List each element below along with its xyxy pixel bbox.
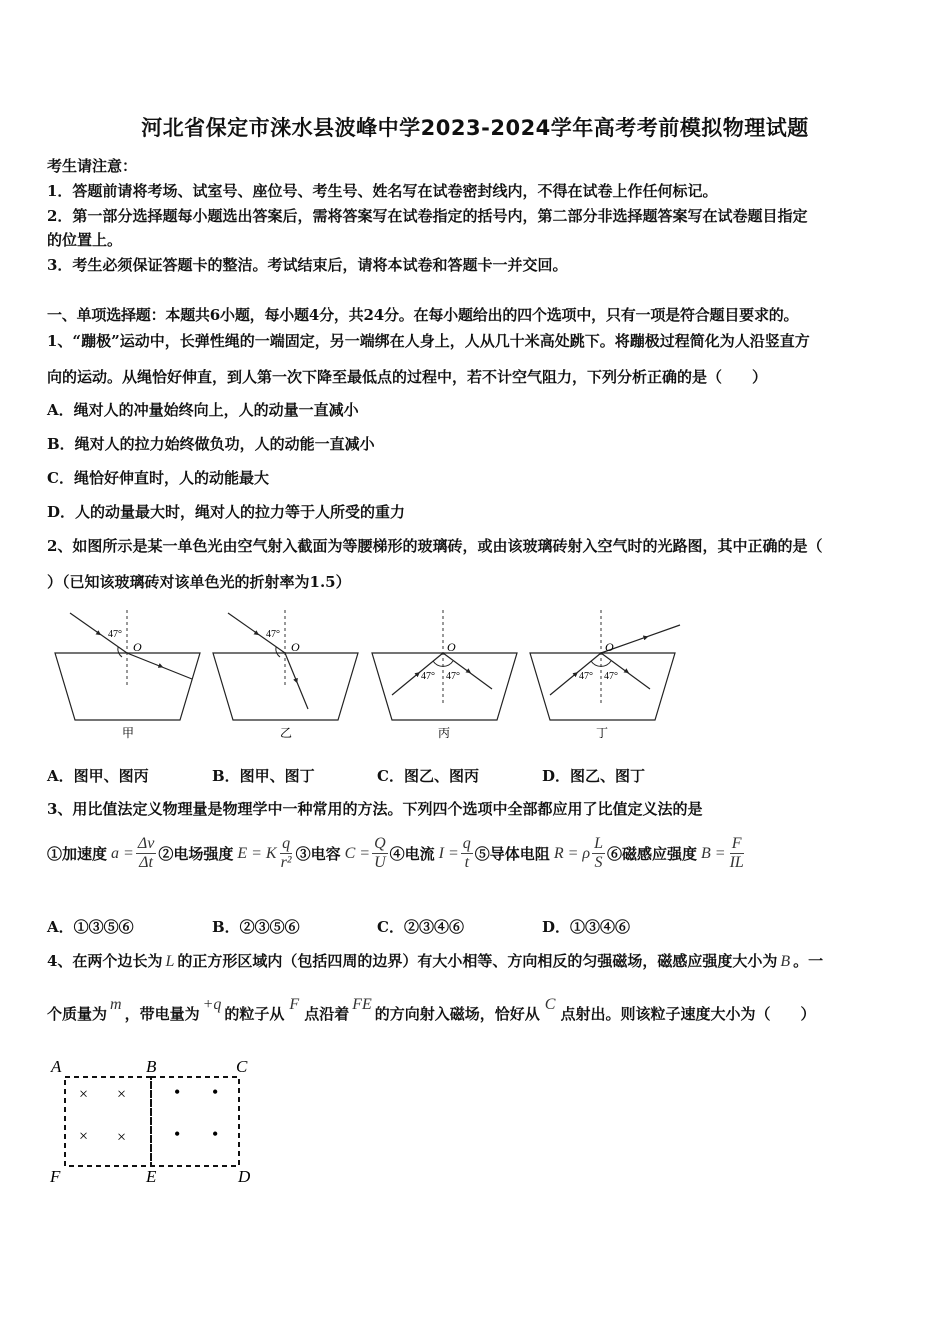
q1-stem: 向的运动。从绳恰好伸直，到人第一次下降至最低点的过程中，若不计空气阻力，下列分析正确的是（ ）: [47, 368, 768, 386]
vertex-b: B: [146, 1057, 157, 1076]
notice-item: 2．第一部分选择题每小题选出答案后，需将答案写在试卷指定的括号内，第二部分非选择题答案写在试卷题目指定: [47, 207, 808, 225]
field-into-icon: ×: [79, 1128, 89, 1145]
q2-option-a: A．图甲、图丙: [47, 767, 149, 785]
field-out-icon: •: [212, 1124, 219, 1144]
page-title: 河北省保定市涞水县波峰中学2023-2024学年高考考前模拟物理试题: [141, 116, 809, 140]
field-into-icon: ×: [117, 1129, 127, 1146]
fraction-numerator: q: [462, 835, 471, 852]
vertex-a: A: [51, 1057, 62, 1076]
symbol-m: m: [110, 996, 122, 1013]
vertex-f: F: [50, 1167, 61, 1186]
point-o-label: O: [447, 640, 456, 654]
field-out-icon: •: [174, 1082, 181, 1102]
q4-text: 。一: [793, 952, 824, 970]
q1-option-d: D．人的动量最大时，绳对人的拉力等于人所受的重力: [47, 503, 406, 521]
symbol-l: L: [165, 953, 175, 970]
symbol-f: F: [289, 996, 300, 1013]
q3-stem: 3、用比值法定义物理量是物理学中一种常用的方法。下列四个选项中全部都应用了比值定义法的是: [47, 800, 703, 818]
fraction-numerator: Q: [374, 835, 386, 852]
formula-lhs: E = K: [237, 844, 277, 862]
figure-label: 乙: [280, 726, 293, 740]
point-o-label: O: [291, 640, 300, 654]
formula-lhs: I =: [438, 844, 459, 862]
formula-fraction: [136, 835, 157, 872]
angle-label: 47°: [579, 671, 593, 682]
notice-item: 的位置上。: [47, 231, 123, 249]
figure-label: 甲: [122, 726, 135, 740]
fraction-numerator: Δv: [137, 835, 155, 852]
field-out-icon: •: [174, 1124, 181, 1144]
vertex-c: C: [236, 1057, 248, 1076]
angle-label: 47°: [108, 629, 122, 640]
q2-option-b: B．图甲、图丁: [212, 767, 315, 785]
figure-jia: [55, 610, 200, 740]
q1-option-a: A．绳对人的冲量始终向上，人的动量一直减小: [47, 401, 359, 419]
symbol-q: +q: [202, 996, 222, 1013]
q2-figures: [50, 605, 690, 745]
q1-stem: 1、“蹦极”运动中，长弹性绳的一端固定，另一端绑在人身上，人从几十米高处跳下。将蹦极过程简化为人沿竖直方: [47, 332, 810, 350]
figure-ding: [530, 610, 680, 740]
field-into-icon: ×: [117, 1086, 127, 1103]
fraction-numerator: q: [282, 835, 291, 852]
q4-text: 的方向射入磁场，恰好从: [374, 1005, 540, 1023]
q3-option-b: B．②③⑤⑥: [212, 918, 300, 936]
q3-item-label: ②电场强度: [158, 845, 234, 863]
vertex-d: D: [238, 1167, 251, 1186]
q4-stem-line2: [47, 996, 816, 1024]
field-out-icon: •: [212, 1082, 219, 1102]
q4-text: 的粒子从: [224, 1005, 285, 1023]
formula-lhs: C =: [344, 844, 371, 862]
vertex-e: E: [146, 1167, 157, 1186]
q3-item-label: ①加速度: [47, 845, 108, 863]
q3-formulas: [47, 835, 748, 872]
symbol-fe: FE: [352, 996, 372, 1013]
q3-option-c: C．②③④⑥: [377, 918, 464, 936]
point-o-label: O: [133, 640, 142, 654]
q3-item-label: ③电容: [295, 845, 341, 863]
formula-lhs: a =: [111, 844, 134, 862]
angle-label: 47°: [421, 671, 435, 682]
notice-heading: 考生请注意：: [47, 157, 138, 175]
q4-figure: [45, 1052, 265, 1192]
q4-stem-line1: [47, 950, 823, 971]
fraction-denominator: S: [594, 854, 603, 871]
q2-stem: ）（已知该玻璃砖对该单色光的折射率为1.5）: [47, 573, 351, 591]
q4-text: 点射出。则该粒子速度大小为（ ）: [560, 1005, 816, 1023]
q3-item-label: ⑤导体电阻: [474, 845, 550, 863]
angle-label: 47°: [604, 671, 618, 682]
q4-text: ，带电量为: [124, 1005, 200, 1023]
fraction-denominator: r²: [280, 854, 292, 871]
formula-fraction: [728, 835, 746, 872]
q4-text: 4、在两个边长为: [47, 952, 163, 970]
notice-item: 1．答题前请将考场、试室号、座位号、考生号、姓名写在试卷密封线内，不得在试卷上作任何标记。: [47, 182, 718, 200]
figure-bing: [372, 610, 517, 740]
fraction-denominator: U: [374, 854, 386, 871]
formula-lhs: B =: [700, 844, 726, 862]
fraction-denominator: IL: [729, 854, 744, 871]
fraction-denominator: Δt: [139, 854, 153, 871]
fraction-denominator: t: [464, 854, 470, 871]
q4-text: 个质量为: [47, 1005, 108, 1023]
q4-text: 的正方形区域内（包括四周的边界）有大小相等、方向相反的匀强磁场，磁感应强度大小为: [177, 952, 778, 970]
formula-fraction: [461, 835, 473, 872]
symbol-c: C: [544, 996, 556, 1013]
figure-label: 丁: [596, 726, 609, 740]
q1-option-b: B．绳对人的拉力始终做负功，人的动能一直减小: [47, 435, 375, 453]
formula-fraction: [279, 835, 294, 872]
q2-stem: 2、如图所示是某一单色光由空气射入截面为等腰梯形的玻璃砖，或由该玻璃砖射入空气时的光路图，其中正确的是（: [47, 537, 823, 555]
q4-text: 点沿着: [304, 1005, 350, 1023]
fraction-numerator: F: [731, 835, 742, 852]
figure-yi: [213, 610, 358, 740]
q2-option-c: C．图乙、图丙: [377, 767, 479, 785]
section-heading: 一、单项选择题：本题共6小题，每小题4分，共24分。在每小题给出的四个选项中，只有一项是符合题目要求的。: [47, 306, 799, 324]
q3-item-label: ④电流: [389, 845, 435, 863]
symbol-b: B: [780, 953, 791, 970]
q3-option-d: D．①③④⑥: [542, 918, 631, 936]
point-o-label: O: [605, 640, 614, 654]
q3-item-label: ⑥磁感应强度: [606, 845, 697, 863]
angle-label: 47°: [446, 671, 460, 682]
field-into-icon: ×: [79, 1086, 89, 1103]
formula-fraction: [592, 835, 605, 872]
fraction-numerator: L: [594, 835, 603, 852]
angle-label: 47°: [266, 629, 280, 640]
figure-label: 丙: [438, 726, 451, 740]
q1-option-c: C．绳恰好伸直时，人的动能最大: [47, 469, 269, 487]
notice-item: 3．考生必须保证答题卡的整洁。考试结束后，请将本试卷和答题卡一并交回。: [47, 256, 568, 274]
formula-lhs: R = ρ: [553, 844, 591, 862]
q3-option-a: A．①③⑤⑥: [47, 918, 134, 936]
q2-option-d: D．图乙、图丁: [542, 767, 646, 785]
formula-fraction: [372, 835, 388, 872]
